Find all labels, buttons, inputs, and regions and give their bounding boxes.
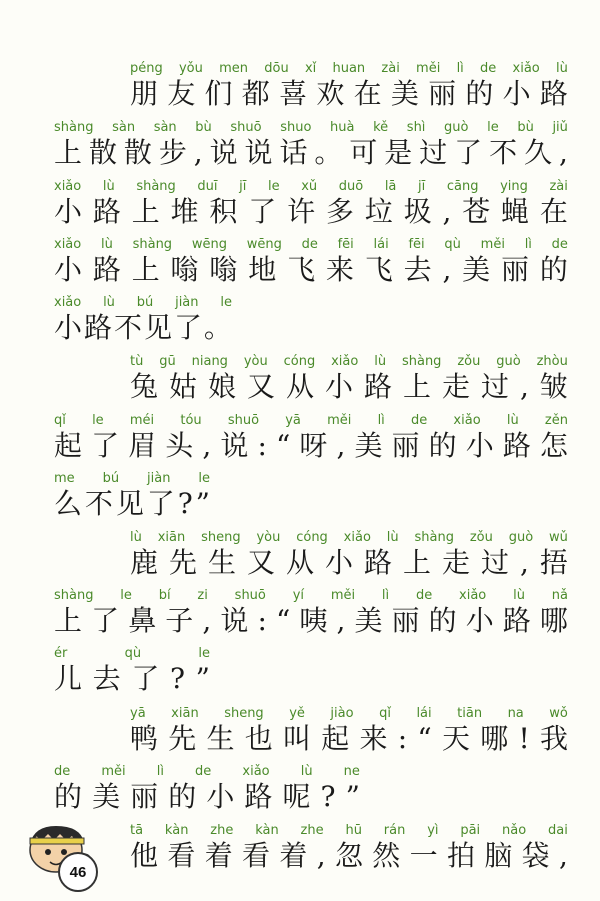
text-line xyxy=(0,349,600,407)
text-line xyxy=(0,701,600,759)
text-line xyxy=(0,583,600,641)
pinyin-line: ér qù le xyxy=(54,646,210,661)
pinyin-line: péng yǒu men dōu xǐ huan zài měi lì de xiǎo lù xyxy=(130,61,568,76)
hanzi-line: 朋 友 们 都 喜 欢 在 美 丽 的 小 路 xyxy=(130,77,568,110)
pinyin-line: de měi lì de xiǎo lù ne xyxy=(54,764,360,779)
text-line xyxy=(0,408,600,466)
hanzi-line: 他 看 着 看 着 , 忽 然 一 拍 脑 袋 , xyxy=(130,839,568,872)
hanzi-line: 兔 姑 娘 又 从 小 路 上 走 过 , 皱 xyxy=(130,370,568,403)
page-number: 46 xyxy=(58,852,98,892)
text-line xyxy=(0,525,600,583)
hanzi-line: 么 不 见 了 ? ” xyxy=(54,487,210,520)
pinyin-line: lù xiān sheng yòu cóng xiǎo lù shàng zǒu guò wǔ xyxy=(130,530,568,545)
hanzi-line: 上 散 散 步 , 说 说 话 。 可 是 过 了 不 久 , xyxy=(54,136,568,169)
text-line xyxy=(0,115,600,173)
hanzi-line: 的 美 丽 的 小 路 呢 ? ” xyxy=(54,780,360,813)
pinyin-line: shàng sàn sàn bù shuō shuo huà kě shì guò le bù jiǔ xyxy=(54,120,568,135)
pinyin-line: tù gū niang yòu cóng xiǎo lù shàng zǒu guò zhòu xyxy=(130,354,568,369)
hanzi-line: 儿 去 了 ? ” xyxy=(54,662,210,695)
pinyin-line: xiǎo lù shàng duī jī le xǔ duō lā jī cāng ying zài xyxy=(54,179,568,194)
text-line xyxy=(0,56,600,114)
hanzi-line: 小 路 不 见 了 。 xyxy=(54,311,232,344)
text-line xyxy=(0,290,600,348)
hanzi-line: 鸭 先 生 也 叫 起 来 : “ 天 哪 ! 我 xyxy=(130,722,568,755)
text-line xyxy=(0,174,600,232)
text-line xyxy=(0,232,600,290)
hanzi-line: 起 了 眉 头 , 说 : “ 呀 , 美 丽 的 小 路 怎 xyxy=(54,429,568,462)
hanzi-line: 小 路 上 嗡 嗡 地 飞 来 飞 去 , 美 丽 的 xyxy=(54,253,568,286)
hanzi-line: 上 了 鼻 子 , 说 : “ 咦 , 美 丽 的 小 路 哪 xyxy=(54,604,568,637)
pinyin-line: xiǎo lù shàng wēng wēng de fēi lái fēi qù měi lì de xyxy=(54,237,568,252)
pinyin-line: xiǎo lù bú jiàn le xyxy=(54,295,232,310)
pinyin-line: qǐ le méi tóu shuō yā měi lì de xiǎo lù zěn xyxy=(54,413,568,428)
hanzi-line: 小 路 上 堆 积 了 许 多 垃 圾 , 苍 蝇 在 xyxy=(54,195,568,228)
text-line xyxy=(0,466,600,524)
pinyin-line: tā kàn zhe kàn zhe hū rán yì pāi nǎo dai xyxy=(130,823,568,838)
pinyin-line: yā xiān sheng yě jiào qǐ lái tiān na wǒ xyxy=(130,706,568,721)
text-line xyxy=(0,759,600,817)
pinyin-line: shàng le bí zi shuō yí měi lì de xiǎo lù nǎ xyxy=(54,588,568,603)
pinyin-line: me bú jiàn le xyxy=(54,471,210,486)
text-line xyxy=(0,641,600,699)
hanzi-line: 鹿 先 生 又 从 小 路 上 走 过 , 捂 xyxy=(130,546,568,579)
